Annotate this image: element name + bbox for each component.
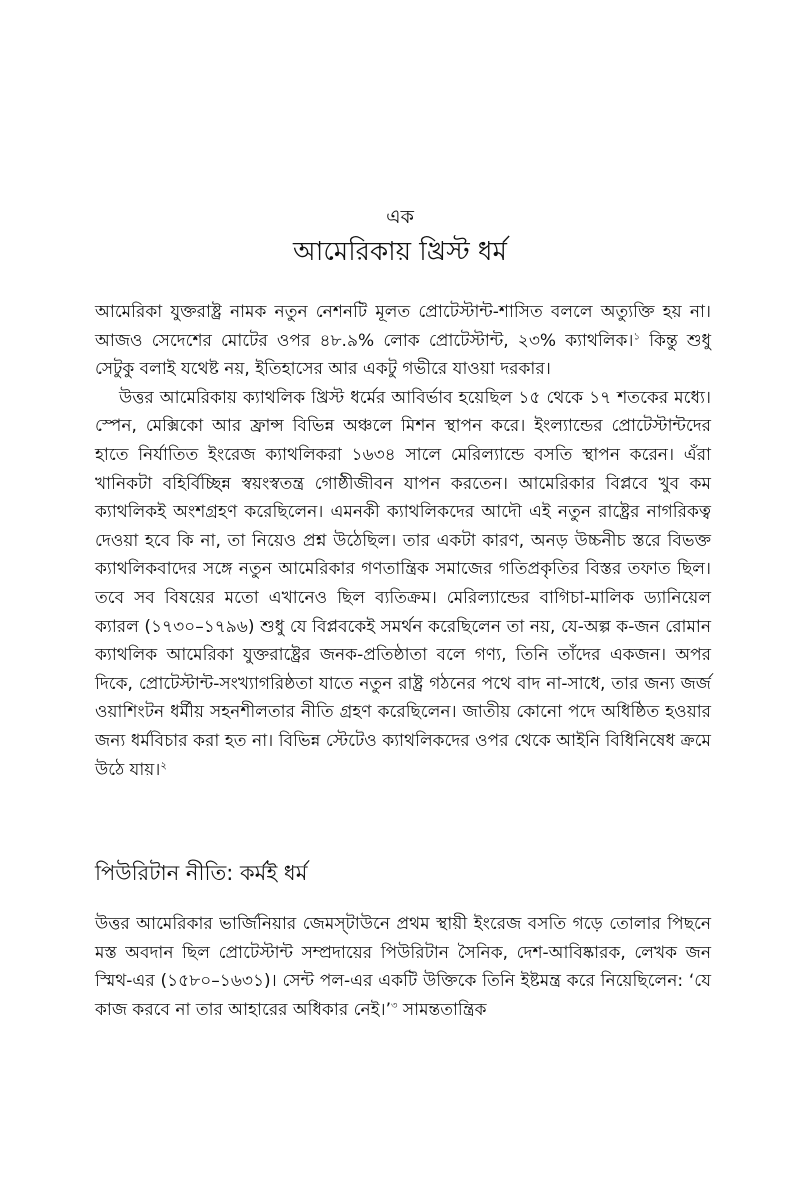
paragraph-3-text-b: সামন্ততান্ত্রিক bbox=[397, 999, 487, 1020]
footnote-ref-1: ১ bbox=[633, 330, 641, 342]
paragraph-1-text-a: আমেরিকা যুক্তরাষ্ট্র নামক নতুন নেশনটি মূলত প্রোটেস্টান্ট-শাসিত বললে অত্যুক্তি হয় না। আজও সেদেশের মোটের ওপর ৪৮.৯% লোক প্রোটেস্টান্ট, ২৩% ক্যাথলিক। bbox=[95, 302, 711, 351]
paragraph-3 bbox=[95, 910, 711, 1024]
chapter-title: আমেরিকায় খ্রিস্ট ধর্ম bbox=[293, 237, 507, 267]
footnote-ref-2: ২ bbox=[160, 759, 167, 771]
paragraph-2-text: উত্তর আমেরিকায় ক্যাথলিক খ্রিস্ট ধর্মের আবির্ভাব হয়েছিল ১৫ থেকে ১৭ শতকের মধ্যে। স্পেন, মেক্সিকো আর ফ্রান্স বিভিন্ন অঞ্চলে মিশন স্থাপন করে। ইংল্যান্ডের প্রোটেস্টান্টদের হাতে নির্যাতিত ইংরেজ ক্যাথলিকরা ১৬৩৪ সালে মেরিল্যান্ডে বসতি স্থাপন করেন। এঁরা খানিকটা বহির্বিচ্ছিন্ন স্বয়ংস্বতন্ত্র গোষ্ঠীজীবন যাপন করতেন। আমেরিকার বিপ্লবে খুব কম ক্যাথলিকই অংশগ্রহণ করেছিলেন। এমনকী ক্যাথলিকদের আদৌ এই নতুন রাষ্ট্রের নাগরিকত্ব দেওয়া হবে কি না, তা নিয়েও প্রশ্ন উঠেছিল। তার একটা কারণ, অনড় উচ্চনীচ স্তরে বিভক্ত ক্যাথলিকবাদের সঙ্গে নতুন আমেরিকার গণতান্ত্রিক সমাজের গতিপ্রকৃতির বিস্তর তফাত ছিল। তবে সব বিষয়ের মতো এখানেও ছিল ব্যতিক্রম। মেরিল্যান্ডের বাগিচা-মালিক ড্যানিয়েল ক্যারল (১৭৩০–১৭৯৬) শুধু যে বিপ্লবকেই সমর্থন করেছিলেন তা নয়, যে-অল্প ক-জন রোমান ক্যাথলিক আমেরিকা যুক্তরাষ্ট্রের জনক-প্রতিষ্ঠাতা বলে গণ্য, তিনি তাঁদের একজন। অপর দিকে, প্রোটেস্টান্ট-সংখ্যাগরিষ্ঠতা যাতে নতুন রাষ্ট্র গঠনের পথে বাদ না-সাধে, তার জন্য জর্জ ওয়াশিংটন ধর্মীয় সহনশীলতার নীতি গ্রহণ করেছিলেন। জাতীয় কোনো পদে অধিষ্ঠিত হওয়ার জন্য ধর্মবিচার করা হত না। বিভিন্ন স্টেটেও ক্যাথলিকদের ওপর থেকে আইনি বিধিনিষেধ ক্রমে উঠে যায়। bbox=[95, 387, 711, 780]
chapter-number: এক bbox=[386, 206, 414, 228]
section-heading: পিউরিটান নীতি: কর্মই ধর্ম bbox=[95, 861, 308, 885]
paragraph-2 bbox=[95, 384, 711, 784]
paragraph-1 bbox=[95, 298, 711, 384]
footnote-ref-3: ৩ bbox=[391, 1000, 398, 1012]
chapter-intro-section bbox=[95, 298, 711, 784]
paragraph-3-text-a: উত্তর আমেরিকার ভার্জিনিয়ার জেমস্‌টাউনে প্রথম স্থায়ী ইংরেজ বসতি গড়ে তোলার পিছনে মস্ত অবদান ছিল প্রোটেস্টান্ট সম্প্রদায়ের পিউরিটান সৈনিক, দেশ-আবিষ্কারক, লেখক জন স্মিথ-এর (১৫৮০–১৬৩১)। সেন্ট পল-এর একটি উক্তিকে তিনি ইষ্টমন্ত্র করে নিয়েছিলেন: ‘যে কাজ করবে না তার আহারের অধিকার নেই।’ bbox=[95, 914, 711, 1020]
paragraph-1-text-b: কিন্তু শুধু সেটুকু বলাই যথেষ্ট নয়, ইতিহাসের আর একটু গভীরে যাওয়া দরকার। bbox=[95, 330, 711, 380]
puritan-section bbox=[95, 910, 711, 1024]
